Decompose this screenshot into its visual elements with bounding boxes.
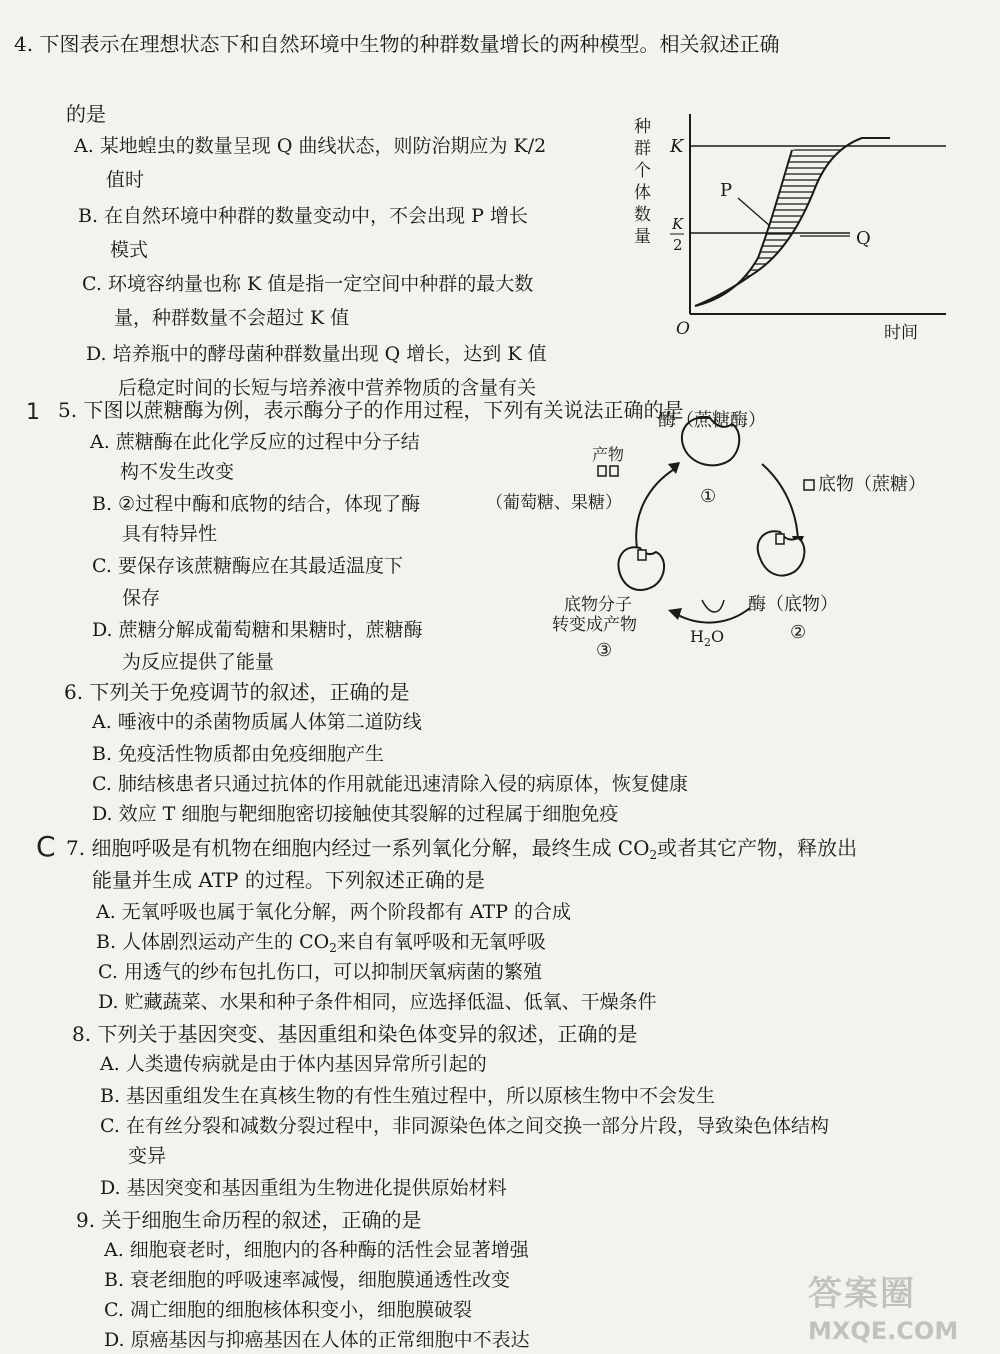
q9-option-b: B. 衰老细胞的呼吸速率减慢，细胞膜通透性改变 [104,1269,511,1291]
q5-option-a: A. 蔗糖酶在此化学反应的过程中分子结 [90,431,420,453]
q7-option-a: A. 无氧呼吸也属于氧化分解，两个阶段都有 ATP 的合成 [96,901,572,923]
enzyme-substrate-label: 酶（底物） [748,594,838,615]
q8-option-d: D. 基因突变和基因重组为生物进化提供原始材料 [100,1177,507,1199]
q9-option-c: C. 凋亡细胞的细胞核体积变小，细胞膜破裂 [104,1299,472,1321]
q7-handwritten-mark: C [36,830,56,863]
q8-option-b: B. 基因重组发生在真核生物的有性生殖过程中，所以原核生物中不会发生 [100,1085,716,1107]
step-1-label: ① [700,486,717,507]
q5-option-d: D. 蔗糖分解成葡萄糖和果糖时，蔗糖酶 [92,619,423,641]
q4-stem-line2: 的是 [66,102,106,126]
k-label: K [670,136,684,157]
y-axis-label-6: 量 [634,227,651,247]
step-3-label: ③ [596,640,613,661]
q5-option-b-cont: 具有特异性 [122,523,218,545]
q4-option-a-cont: 值时 [106,169,145,191]
y-axis-label-2: 群 [634,139,651,159]
q6-stem: 6. 下列关于免疫调节的叙述，正确的是 [64,680,410,704]
q9-option-d: D. 原癌基因与抑癌基因在人体的正常细胞中不表达 [104,1329,530,1351]
q6-option-d: D. 效应 T 细胞与靶细胞密切接触使其裂解的过程属于细胞免疫 [92,803,619,825]
q8-option-c: C. 在有丝分裂和减数分裂过程中，非同源染色体之间交换一部分片段，导致染色体结构 [100,1115,829,1137]
q7-stem-line1: 7. 细胞呼吸是有机物在细胞内经过一系列氧化分解，最终生成 $CO_2$或者其它产物，释放出 [66,836,858,862]
k-half-numerator: K [672,215,684,233]
q5-option-b: B. ②过程中酶和底物的结合，体现了酶 [92,493,421,515]
q6-option-b: B. 免疫活性物质都由免疫细胞产生 [92,743,385,765]
q5-option-d-cont: 为反应提供了能量 [122,651,275,673]
watermark-site: MXQE.COM [808,1317,959,1345]
transform-label-line1: 底物分子 [564,595,632,615]
q5-option-c-cont: 保存 [122,587,161,609]
product-label: 产物 [592,445,625,464]
substrate-sucrose-label: 底物（蔗糖） [818,474,926,495]
q7-option-b: B. 人体剧烈运动产生的 $CO_2$来自有氧呼吸和无氧呼吸 [96,931,546,955]
y-axis-label-3: 个 [634,161,651,181]
q4-option-c-cont: 量，种群数量不会超过 K 值 [114,307,350,329]
q4-option-c: C. 环境容纳量也称 K 值是指一定空间中种群的最大数 [82,273,534,295]
y-axis-label-5: 数 [634,205,651,225]
product-detail-label: （葡萄糖、果糖） [486,493,622,513]
y-axis-label-4: 体 [634,183,651,203]
k-half-denominator: 2 [673,236,683,254]
q5-option-a-cont: 构不发生改变 [120,461,235,483]
q4-stem-line1: 4. 下图表示在理想状态下和自然环境中生物的种群数量增长的两种模型。相关叙述正确 [14,32,780,56]
enzyme-cycle-diagram [480,404,950,668]
q5-stem: 5. 下图以蔗糖酶为例，表示酶分子的作用过程，下列有关说法正确的是 [58,398,684,422]
q9-option-a: A. 细胞衰老时，细胞内的各种酶的活性会显著增强 [104,1239,529,1261]
q9-stem: 9. 关于细胞生命历程的叙述，正确的是 [76,1208,422,1232]
curve-p-label: P [720,180,733,201]
population-growth-graph [630,108,960,354]
enzyme-sucrase-label: 酶（蔗糖酶） [658,410,766,431]
q6-option-a: A. 唾液中的杀菌物质属人体第二道防线 [92,711,422,733]
watermark-logo [808,1266,988,1346]
q4-option-d-cont: 后稳定时间的长短与培养液中营养物质的含量有关 [118,377,537,399]
curve-q-label: Q [856,228,871,249]
q5-handwritten-mark: 1 [26,400,40,425]
water-label: $H_2O$ [690,627,725,649]
q4-option-d: D. 培养瓶中的酵母菌种群数量出现 Q 增长，达到 K 值 [86,343,547,365]
q8-stem: 8. 下列关于基因突变、基因重组和染色体变异的叙述，正确的是 [72,1022,638,1046]
q4-option-b: B. 在自然环境中种群的数量变动中，不会出现 P 增长 [78,205,528,227]
transform-label-line2: 转变成产物 [552,615,637,635]
watermark-brand: 答案圈 [808,1274,916,1314]
origin-label: O [676,319,690,339]
step-2-label: ② [790,622,807,643]
y-axis-label-1: 种 [634,117,651,137]
q8-option-c-cont: 变异 [128,1145,167,1167]
q7-stem-line2: 能量并生成 ATP 的过程。下列叙述正确的是 [92,868,485,892]
q4-option-a: A. 某地蝗虫的数量呈现 Q 曲线状态，则防治期应为 K/2 [74,135,547,157]
q4-option-b-cont: 模式 [110,239,149,261]
q7-option-c: C. 用透气的纱布包扎伤口，可以抑制厌氧病菌的繁殖 [98,961,542,983]
q5-option-c: C. 要保存该蔗糖酶应在其最适温度下 [92,555,403,577]
q6-option-c: C. 肺结核患者只通过抗体的作用就能迅速清除入侵的病原体，恢复健康 [92,773,688,795]
x-axis-label: 时间 [884,323,918,343]
q8-option-a: A. 人类遗传病就是由于体内基因异常所引起的 [100,1053,487,1075]
q7-option-d: D. 贮藏蔬菜、水果和种子条件相同，应选择低温、低氧、干燥条件 [98,991,657,1013]
